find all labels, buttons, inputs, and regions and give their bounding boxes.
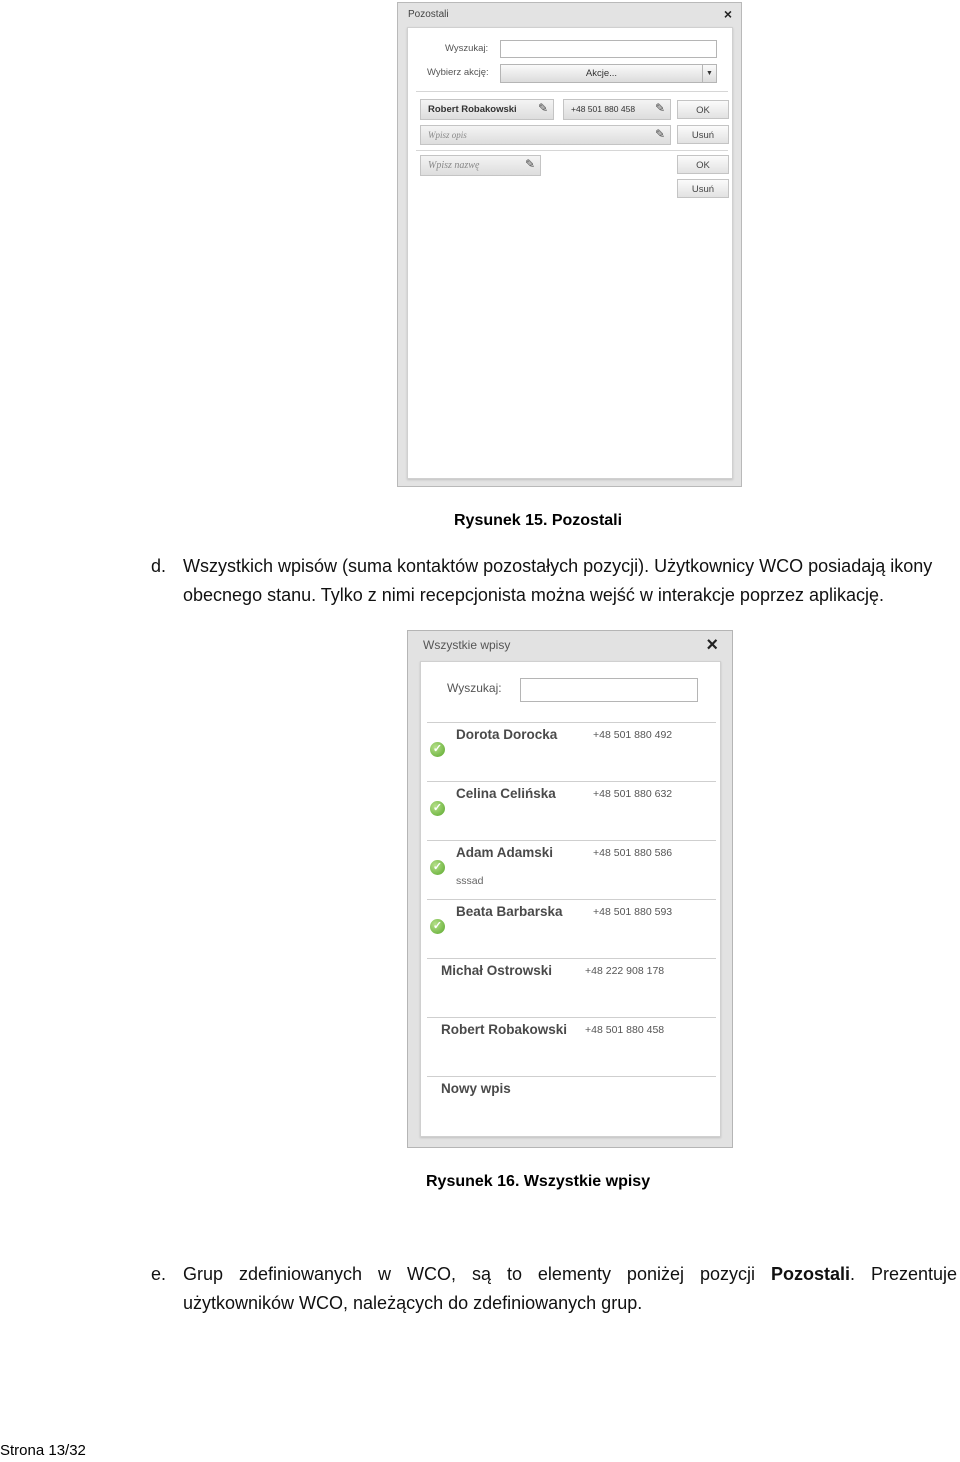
entry-phone-field[interactable] [563, 99, 671, 120]
contact-row[interactable] [421, 900, 722, 958]
new-entry-label: Nowy wpis [441, 1081, 511, 1096]
check-icon: ✓ [430, 860, 445, 875]
entry-description-field[interactable] [420, 125, 671, 145]
search-label: Wyszukaj: [447, 681, 502, 695]
delete-button[interactable] [677, 125, 729, 144]
divider [416, 91, 728, 92]
check-icon: ✓ [430, 742, 445, 757]
contact-row[interactable] [421, 841, 722, 899]
divider [416, 150, 728, 151]
close-icon[interactable]: × [706, 634, 718, 656]
name-placeholder: Wpisz nazwę [428, 160, 480, 171]
new-name-field[interactable] [420, 155, 541, 176]
figure-16-caption: Rysunek 16. Wszystkie wpisy [426, 1173, 651, 1190]
search-label: Wyszukaj: [445, 43, 489, 54]
pencil-icon[interactable]: ✎ [524, 157, 535, 171]
wszystkie-wpisy-window [407, 630, 733, 1148]
contact-name: Celina Celińska [456, 786, 556, 801]
contact-phone: +48 222 908 178 [585, 965, 665, 977]
delete-button-label: Usuń [691, 184, 715, 195]
ok-button-label: OK [696, 160, 710, 171]
content-panel [407, 27, 733, 479]
action-label: Wybierz akcję: [427, 67, 489, 78]
description-placeholder: Wpisz opis [428, 130, 467, 140]
pencil-icon[interactable]: ✎ [654, 127, 665, 141]
contact-name: Adam Adamski [456, 845, 554, 860]
contact-phone: +48 501 880 586 [593, 847, 673, 859]
delete-button-label: Usuń [691, 130, 715, 141]
item-e-bold: Pozostali [770, 1264, 850, 1284]
pencil-icon[interactable]: ✎ [537, 101, 548, 115]
content-panel [420, 661, 721, 1137]
window-title: Wszystkie wpisy [423, 638, 511, 652]
page-number: Strona 13/32 [0, 1442, 86, 1459]
contact-row[interactable] [421, 723, 722, 781]
contact-phone: +48 501 880 458 [585, 1024, 665, 1036]
close-icon[interactable]: × [723, 6, 732, 22]
contact-phone: +48 501 880 593 [593, 906, 673, 918]
delete-button[interactable] [677, 179, 729, 198]
contact-name: Michał Ostrowski [441, 963, 553, 978]
item-d-line-2: obecnego stanu. Tylko z nimi recepcjonista można wejść w interakcje poprzez aplikację. [183, 585, 885, 605]
check-icon: ✓ [430, 919, 445, 934]
contact-phone: +48 501 880 492 [593, 729, 673, 741]
contact-name: Dorota Dorocka [456, 727, 558, 742]
action-select[interactable] [500, 64, 717, 83]
action-selected-value: Akcje... [585, 68, 618, 79]
check-icon: ✓ [430, 801, 445, 816]
ok-button[interactable] [677, 155, 729, 174]
search-input[interactable] [520, 678, 698, 702]
ok-button[interactable] [677, 100, 729, 119]
item-e-text-end: . Prezentuje [849, 1264, 957, 1284]
item-d-line-1: Wszystkich wpisów (suma kontaktów pozostałych pozycji). Użytkownicy WCO posiadają ikony [183, 556, 933, 576]
contact-name: Beata Barbarska [456, 904, 563, 919]
contact-phone: +48 501 880 632 [593, 788, 673, 800]
item-e-line-2: użytkowników WCO, należących do zdefiniowanych grup. [183, 1293, 643, 1313]
item-e-line-1 [183, 1264, 957, 1285]
chevron-down-icon[interactable]: ▼ [702, 65, 716, 82]
contact-row[interactable] [421, 782, 722, 840]
item-e-marker: e. [151, 1264, 167, 1284]
item-d-marker: d. [151, 556, 167, 576]
entry-name-field[interactable] [420, 99, 554, 120]
contact-note: sssad [456, 875, 484, 887]
item-e-text: Grup zdefiniowanych w WCO, są to elementy poniżej pozycji [183, 1264, 755, 1284]
contact-name: Robert Robakowski [441, 1022, 568, 1037]
new-entry-row[interactable] [421, 1077, 722, 1117]
contact-row[interactable] [421, 1018, 722, 1076]
ok-button-label: OK [696, 105, 710, 116]
entry-phone: +48 501 880 458 [571, 104, 636, 114]
window-title: Pozostali [408, 9, 449, 20]
pozostali-window [397, 2, 742, 487]
search-input[interactable] [500, 40, 717, 58]
entry-name: Robert Robakowski [428, 104, 517, 115]
figure-15-caption: Rysunek 15. Pozostali [454, 512, 623, 529]
contact-row[interactable] [421, 959, 722, 1017]
pencil-icon[interactable]: ✎ [654, 101, 665, 115]
